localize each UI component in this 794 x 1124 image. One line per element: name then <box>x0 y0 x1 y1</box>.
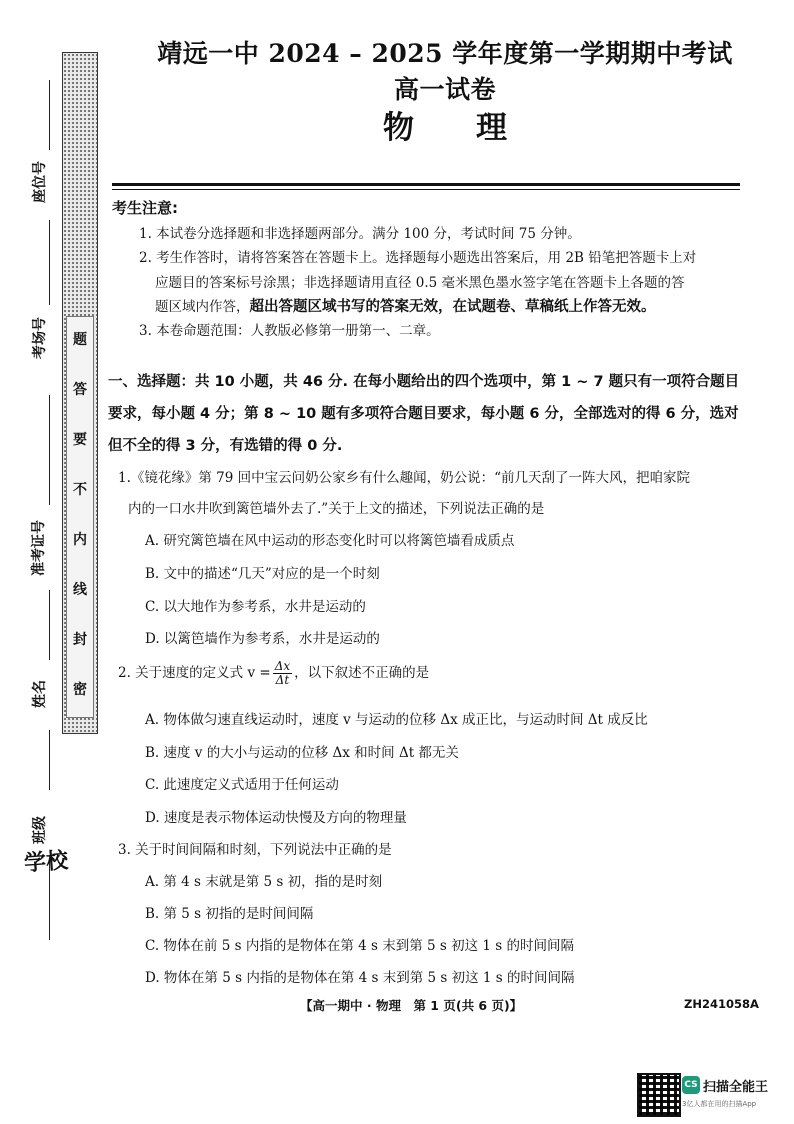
fraction-denominator: Δt <box>275 673 290 687</box>
question-2-option-b: B. 速度 v 的大小与运动的位移 Δx 和时间 Δt 都无关 <box>145 745 459 761</box>
question-1-stem-cont: 内的一口水井吹到篱笆墙外去了.”关于上文的描述，下列说法正确的是 <box>128 501 545 517</box>
admission-number-line <box>49 395 50 505</box>
question-3-stem: 3. 关于时间间隔和时刻，下列说法中正确的是 <box>118 842 392 858</box>
seal-notice-box <box>66 316 94 718</box>
class-line <box>49 730 50 790</box>
seal-char: 不 <box>73 482 87 498</box>
question-2-stem <box>118 660 429 687</box>
seal-char: 答 <box>73 382 87 398</box>
question-2-option-d: D. 速度是表示物体运动快慢及方向的物理量 <box>145 810 407 826</box>
question-1-option-b: B. 文中的描述“几天”对应的是一个时刻 <box>145 566 380 582</box>
class-label: 班级 <box>32 816 48 844</box>
seal-char: 内 <box>73 532 87 548</box>
notice-item-cont <box>155 295 656 316</box>
qr-code-icon <box>637 1073 681 1117</box>
camscanner-logo-icon: CS <box>682 1076 700 1094</box>
name-line <box>49 590 50 660</box>
header-rule-thin <box>112 189 740 190</box>
notice-item-cont: 应题目的答案标号涂黑；非选择题请用直径 0.5 毫米黑色墨水签字笔在答题卡上各题的答 <box>155 275 685 291</box>
seal-char: 线 <box>73 582 87 598</box>
fraction-numerator: Δx <box>274 659 291 673</box>
exam-room-label: 考场号 <box>32 317 48 359</box>
notice-emphasis: 超出答题区域书写的答案无效，在试题卷、草稿纸上作答无效。 <box>249 299 656 315</box>
admission-number-label: 准考证号 <box>31 520 47 576</box>
page-footer: 【高一期中 · 物理 第 1 页(共 6 页)】 <box>300 998 523 1013</box>
exam-room-line <box>49 220 50 305</box>
name-label: 姓名 <box>32 680 48 708</box>
question-3-option-b: B. 第 5 s 初指的是时间间隔 <box>145 906 314 922</box>
notice-title: 考生注意: <box>112 199 178 217</box>
seal-char: 题 <box>73 332 87 348</box>
section-instructions: 一、选择题：共 10 小题，共 46 分. 在每小题给出的四个选项中，第 1 ~ 7 题只有一项符合题目要求，每小题 4 分；第 8 ~ 10 题有多项符合题目要求，每小题 6 分，全部选对的得 6 分，选对但不全的得 3 分，有选错的得 0 分. <box>108 374 740 454</box>
notice-item: 2. 考生作答时，请将答案答在答题卡上。选择题每小题选出答案后，用 2B 铅笔把答题卡上对 <box>139 250 697 266</box>
exam-title: 靖远一中 2024 – 2025 学年度第一学期期中考试高一试卷 <box>157 39 733 104</box>
notice-item: 3. 本卷命题范围：人教版必修第一册第一、二章。 <box>139 323 440 339</box>
question-1-stem: 1.《镜花缘》第 79 回中宝云问奶公家乡有什么趣闻，奶公说：“前几天刮了一阵大风，把咱家院 <box>118 470 691 486</box>
notice-item-cont-text: 题区域内作答， <box>155 299 250 315</box>
question-2-option-a: A. 物体做匀速直线运动时，速度 v 与运动的位移 Δx 成正比，与运动时间 Δt 成反比 <box>145 712 648 728</box>
question-3-option-d: D. 物体在第 5 s 内指的是物体在第 4 s 末到第 5 s 初这 1 s 的时间间隔 <box>145 970 575 986</box>
seat-number-line <box>49 80 50 150</box>
seal-char: 要 <box>73 432 87 448</box>
seal-char: 封 <box>73 632 87 648</box>
paper-code: ZH241058A <box>684 997 759 1011</box>
question-1-option-d: D. 以篱笆墙作为参考系，水井是运动的 <box>145 631 380 647</box>
question-1-option-c: C. 以大地作为参考系，水井是运动的 <box>145 599 366 615</box>
scanner-app-name: 扫描全能王 <box>703 1080 769 1095</box>
question-2-stem-post: ，以下叙述不正确的是 <box>294 665 430 681</box>
question-3-option-a: A. 第 4 s 末就是第 5 s 初，指的是时刻 <box>145 874 383 890</box>
question-1-option-a: A. 研究篱笆墙在风中运动的形态变化时可以将篱笆墙看成质点 <box>145 533 515 549</box>
seal-char: 密 <box>73 682 87 698</box>
question-2-option-c: C. 此速度定义式适用于任何运动 <box>145 777 339 793</box>
school-label: 学校 <box>23 848 69 877</box>
scanner-tagline: 3亿人都在用的扫描App <box>682 1100 757 1108</box>
subject-title: 物 理 <box>383 110 507 146</box>
velocity-fraction <box>273 660 292 687</box>
header-rule-thick <box>112 183 740 186</box>
notice-item: 1. 本试卷分选择题和非选择题两部分。满分 100 分，考试时间 75 分钟。 <box>139 226 581 242</box>
question-2-stem-pre: 2. 关于速度的定义式 v = <box>118 665 271 681</box>
question-3-option-c: C. 物体在前 5 s 内指的是物体在第 4 s 末到第 5 s 初这 1 s 的时间间隔 <box>145 938 574 954</box>
seat-number-label: 座位号 <box>32 161 48 203</box>
